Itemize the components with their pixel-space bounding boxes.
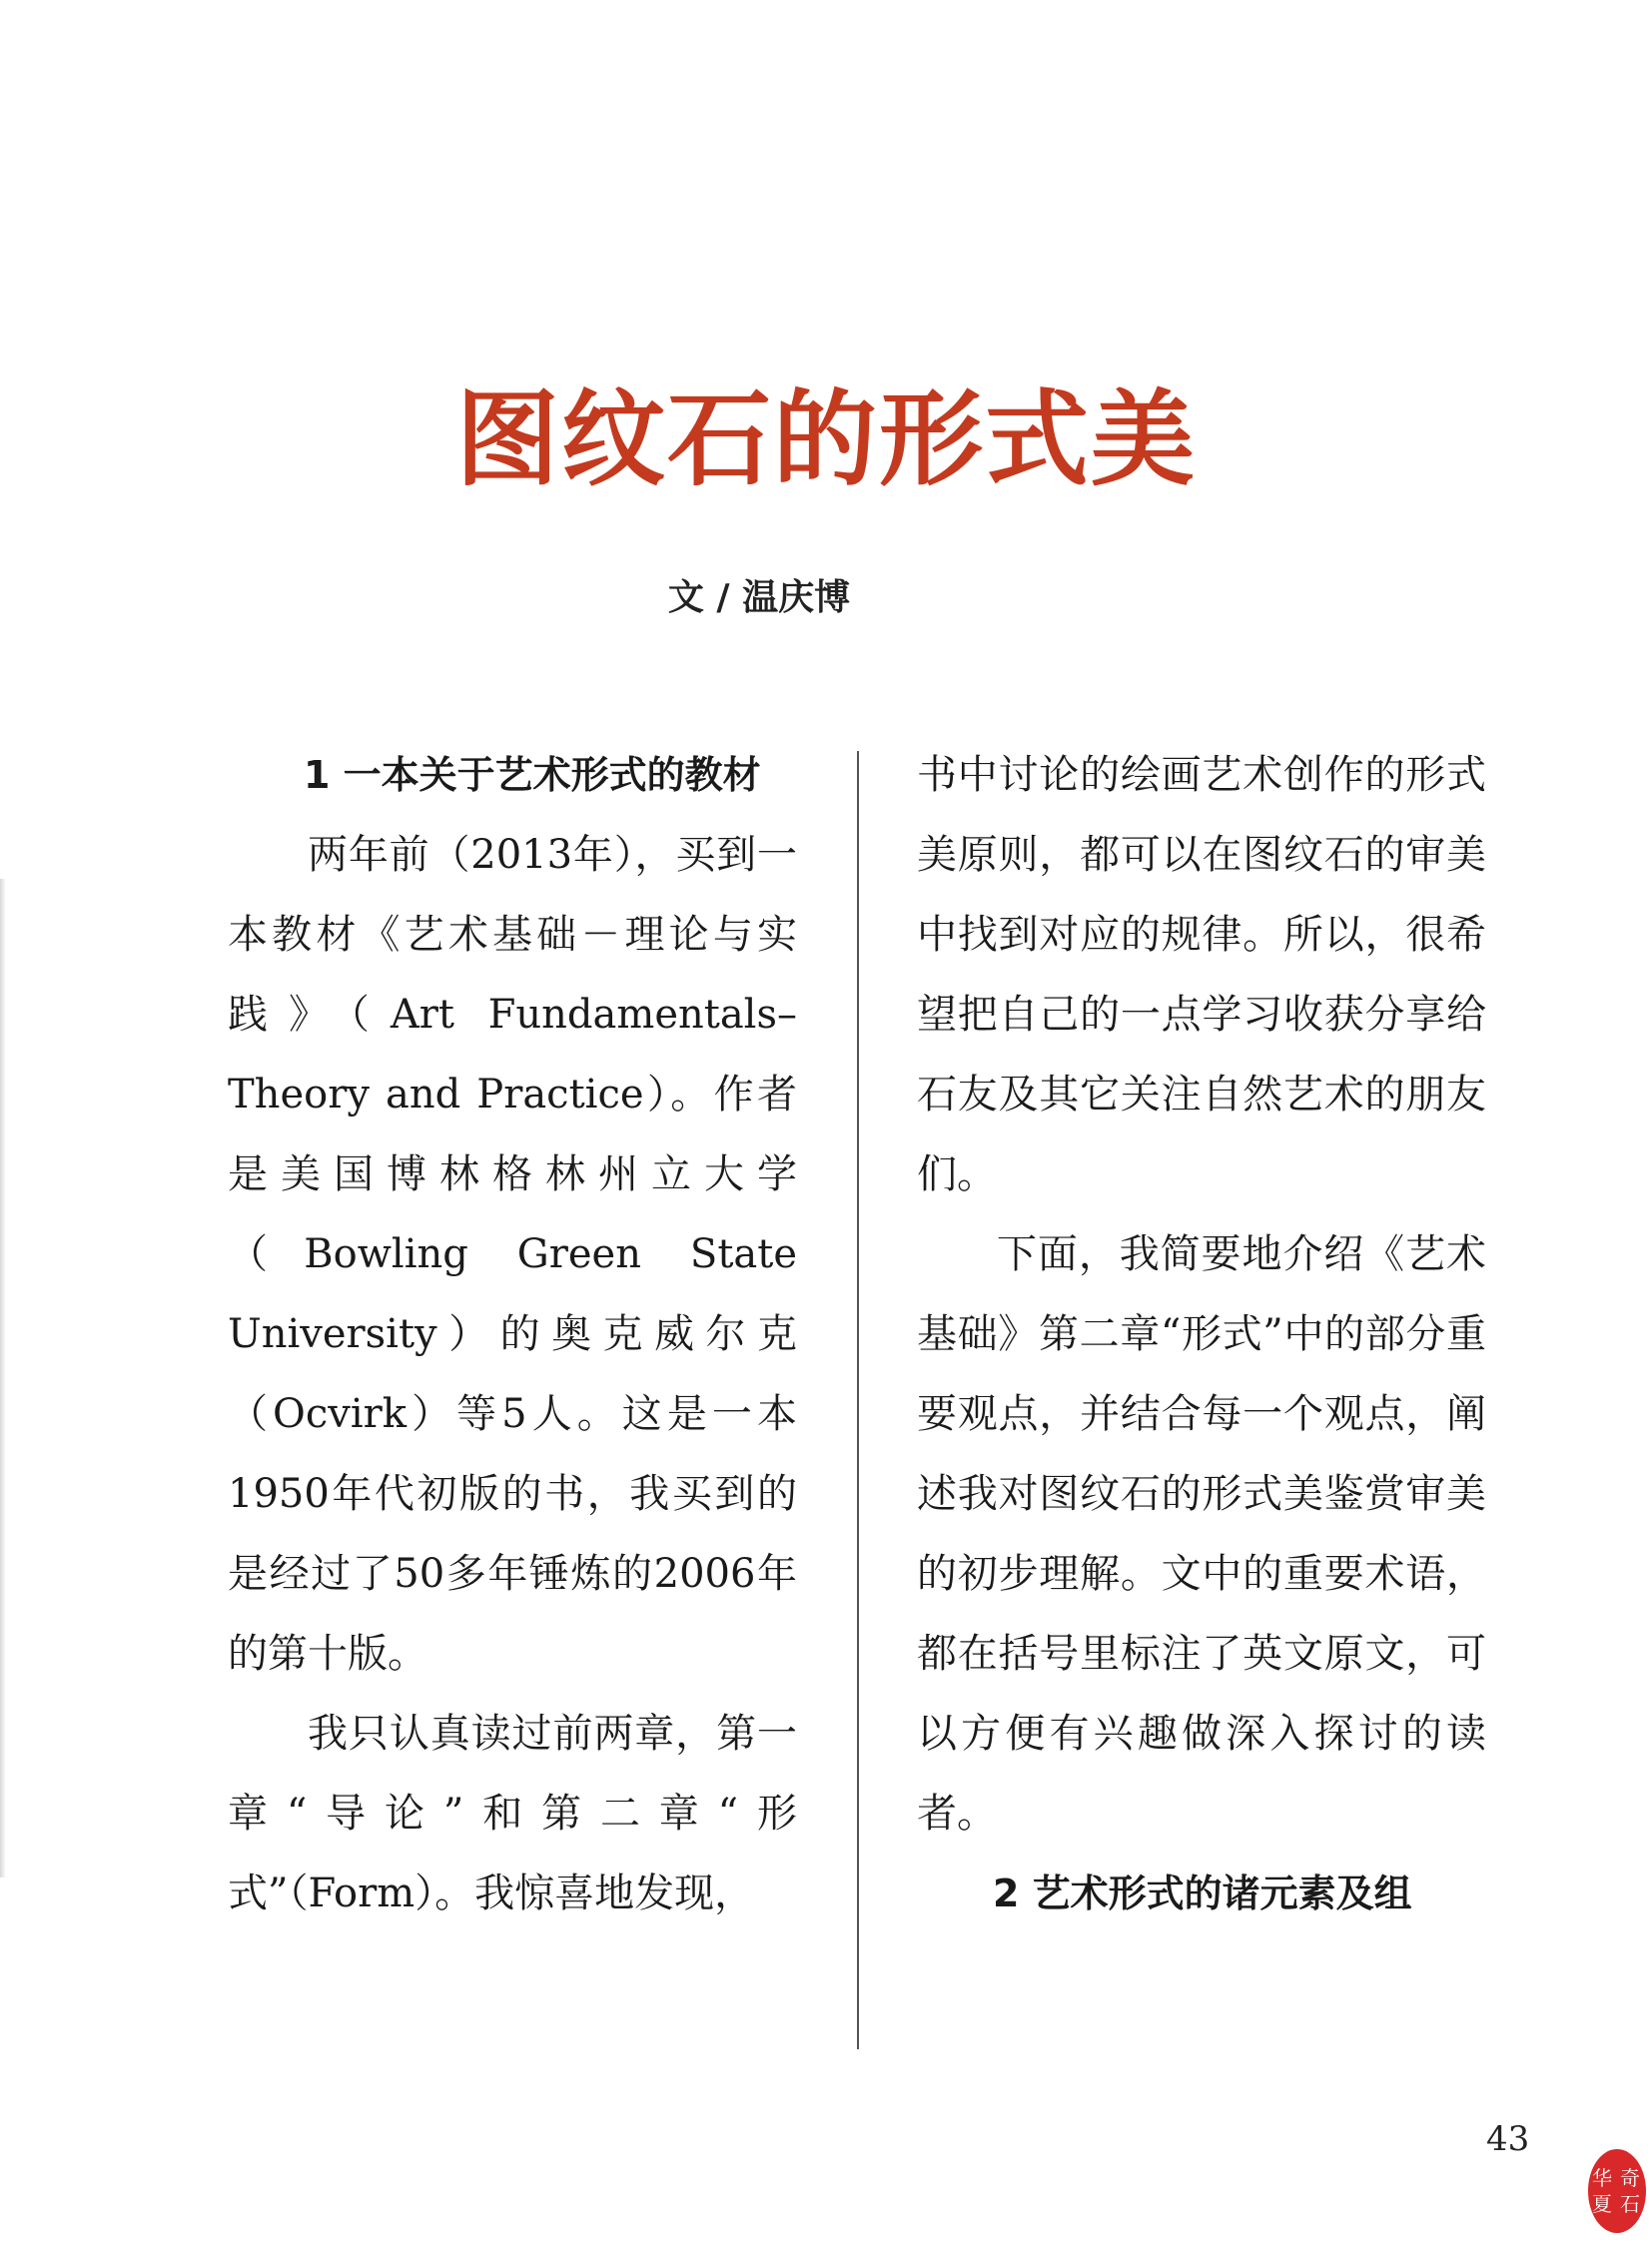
paragraph: 下面，我简要地介绍《艺术基础》第二章“形式”中的部分重要观点，并结合每一个观点，阐述我对图纹石的形式美鉴赏审美的初步理解。文中的重要术语，都在括号里标注了英文原文，可以方便有兴趣做深入探讨的读者。: [917, 1231, 1486, 1837]
seal-char: 石: [1620, 2192, 1640, 2216]
seal-char: 奇: [1620, 2166, 1640, 2190]
seal-logo-icon: [1586, 2147, 1648, 2235]
article-title: 图纹石的形式美: [454, 376, 1197, 500]
page-edge-shadow: [0, 879, 6, 1877]
section-heading-2: 2 艺术形式的诸元素及组: [993, 1871, 1412, 1915]
paragraph: 两年前（2013年），买到一本教材《艺术基础－理论与实践》（Art Fundamentals–Theory and Practice）。作者是美国博林格林州立大学（Bowling Green State University）的奥克威尔克（Ocvirk）等5人。这是一本1950年代初版的书，我买到的是经过了50多年锤炼的2006年的第十版。: [228, 832, 797, 1677]
page-number: 43: [1486, 2119, 1530, 2159]
seal-char: 夏: [1592, 2192, 1612, 2216]
left-column: [228, 735, 797, 1933]
paragraph: 我只认真读过前两章，第一章“导论”和第二章“形式”（Form）。我惊喜地发现，: [228, 1711, 797, 1916]
seal-char: 华: [1592, 2166, 1612, 2190]
right-column: [917, 735, 1486, 1933]
paragraph: 书中讨论的绘画艺术创作的形式美原则，都可以在图纹石的审美中找到对应的规律。所以，很希望把自己的一点学习收获分享给石友及其它关注自然艺术的朋友们。: [917, 752, 1486, 1197]
article-byline: 文 / 温庆博: [667, 577, 851, 618]
column-divider: [857, 751, 859, 2049]
section-heading-1: 1 一本关于艺术形式的教材: [304, 753, 761, 797]
